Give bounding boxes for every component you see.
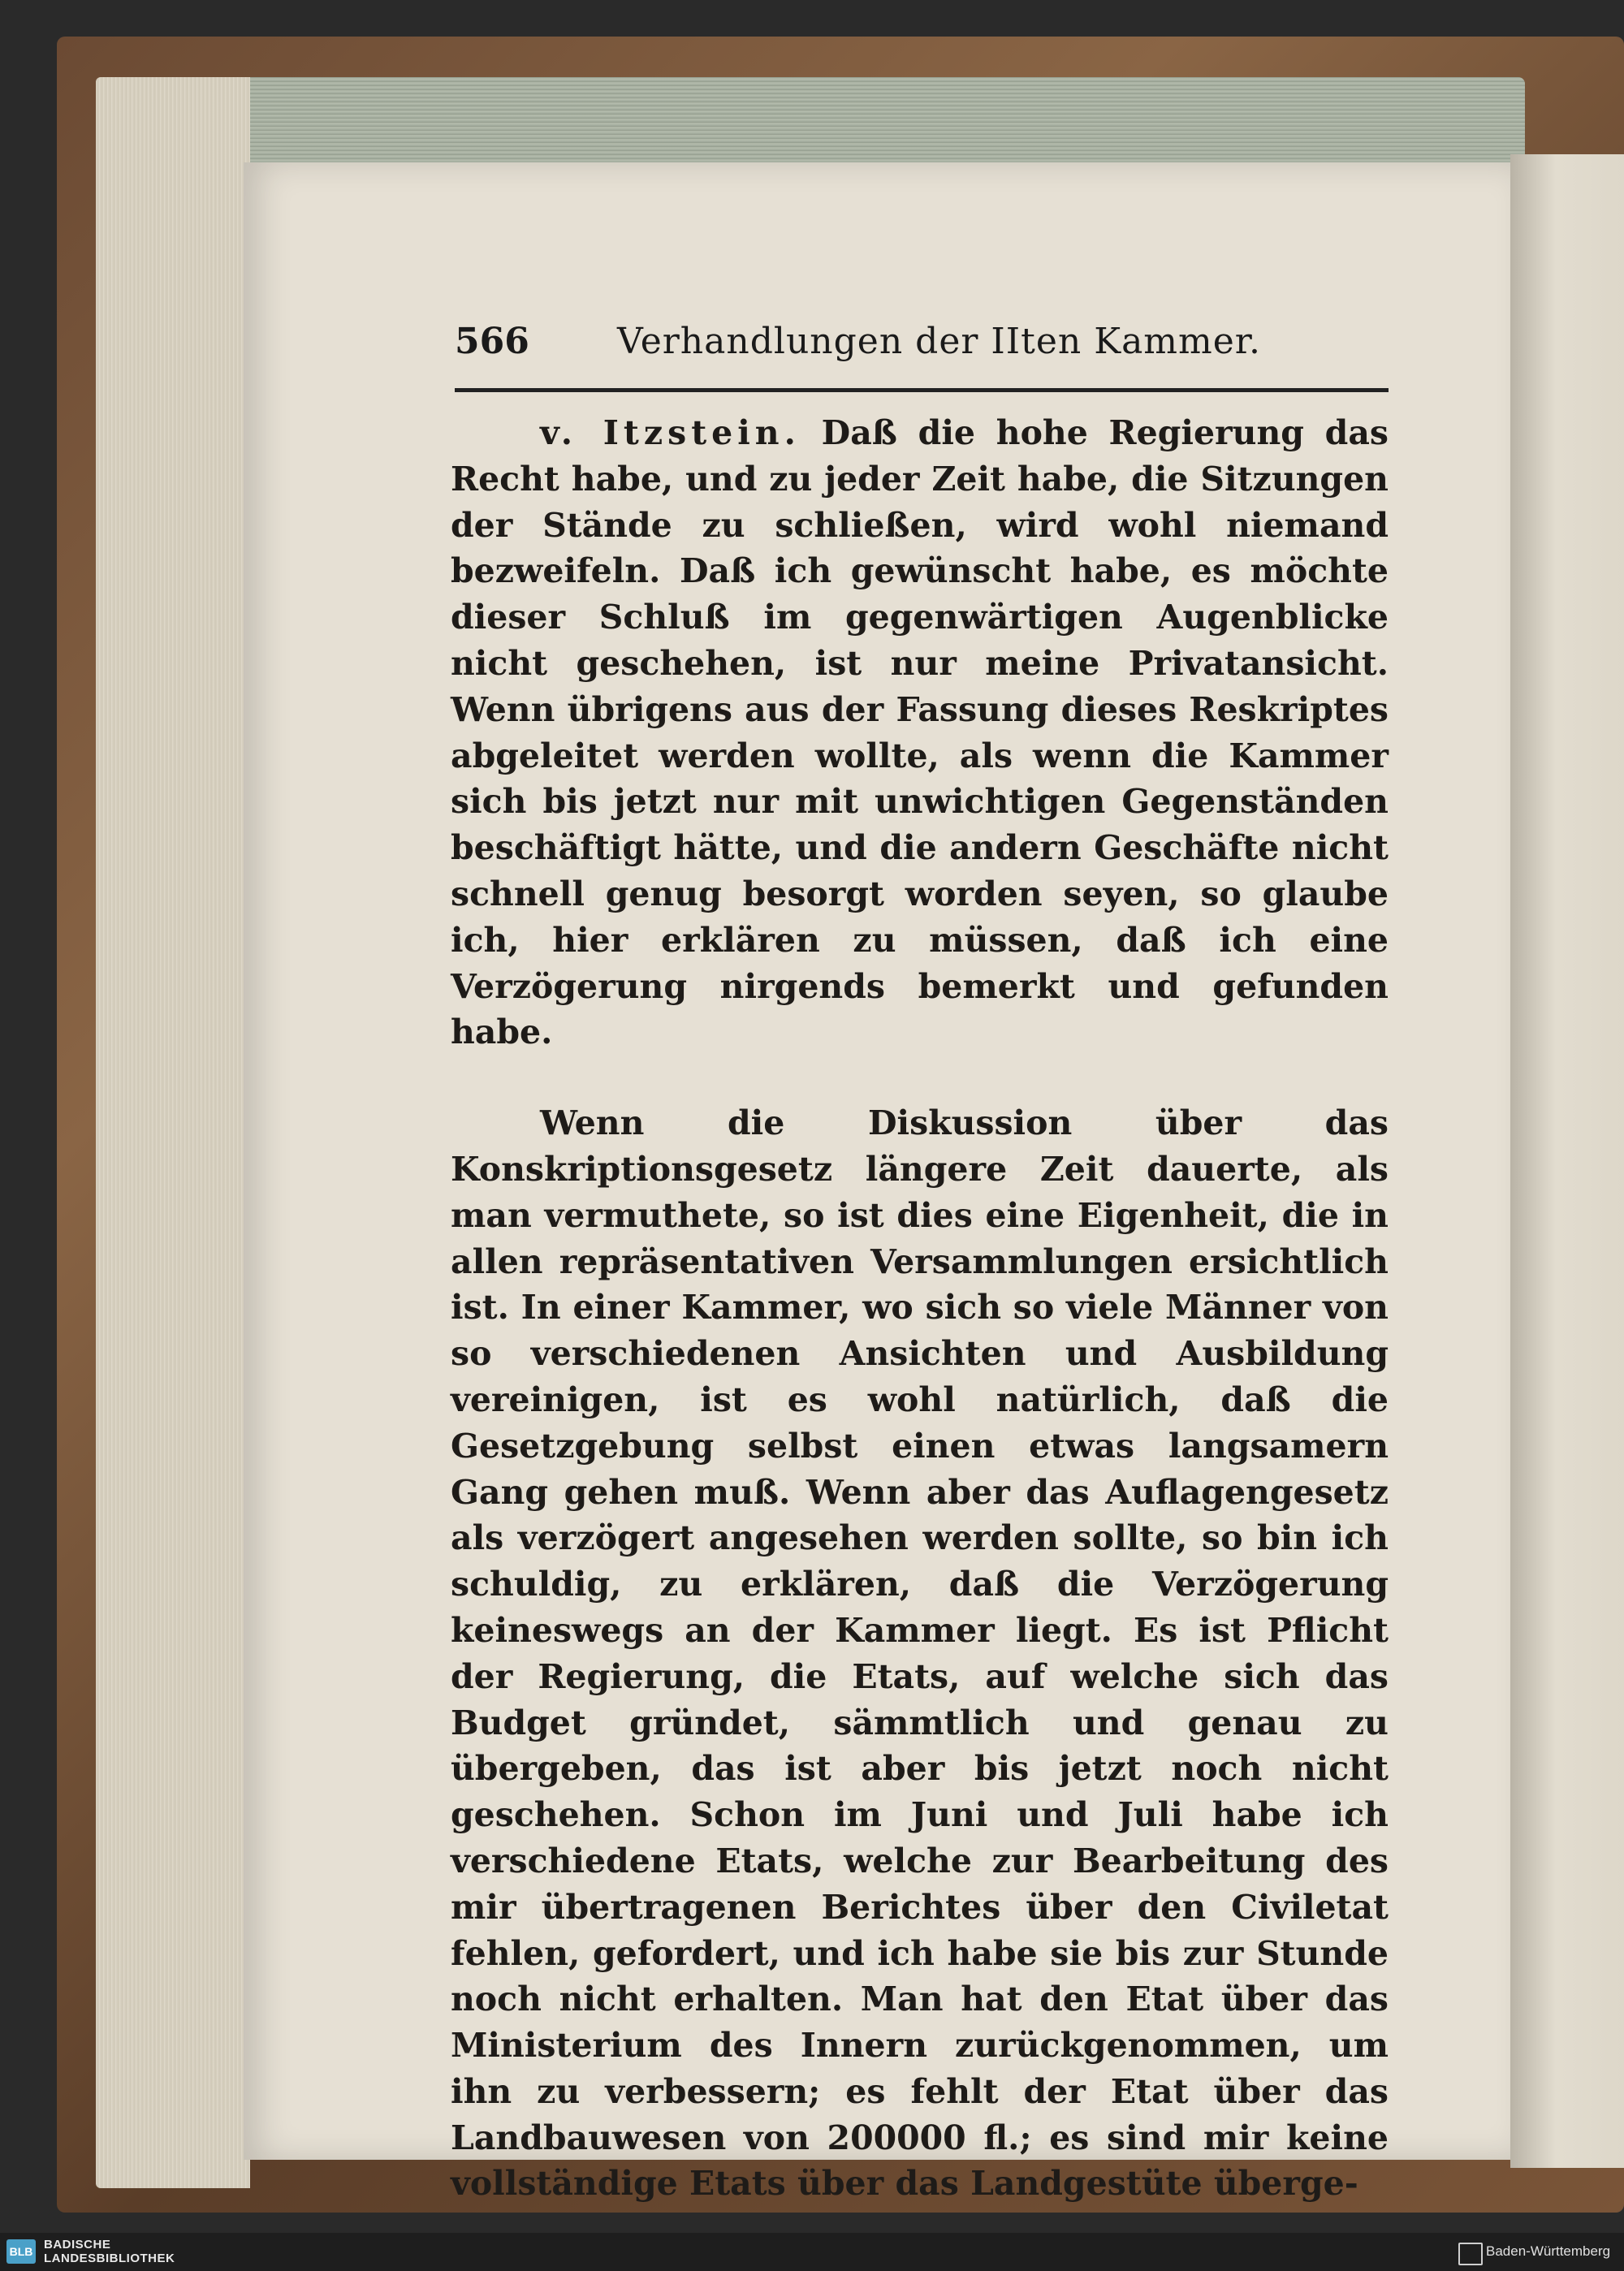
header-rule xyxy=(455,388,1389,392)
running-title: Verhandlungen der IIten Kammer. xyxy=(617,321,1261,362)
page-body xyxy=(451,410,1389,2207)
paragraph-text: Wenn die Diskussion über das Konskriptionsgesetz längere Zeit dauerte, als man vermuthete, so ist dies eine Eigenheit, die in allen repräsentativen Versammlungen ersichtlich ist. In einer Kammer, wo sich so viele Männer von so verschiedenen Ansichten und Ausbildung vereinigen, ist es wohl natürlich, daß die Gesetzgebung selbst einen etwas langsamern Gang gehen muß. Wenn aber das Auflagengesetz als verzögert angesehen werden sollte, so bin ich schuldig, zu erklären, daß die Verzögerung keineswegs an der Kammer liegt. Es ist Pflicht der Regierung, die Etats, auf welche sich das Budget gründet, sämmtlich und genau zu übergeben, das ist aber bis jetzt noch nicht geschehen. Schon im Juni und Juli habe ich verschiedene Etats, welche zur Bearbeitung des mir übertragenen Berichtes über den Civiletat fehlen, gefordert, und ich habe sie bis zur Stunde noch nicht erhalten. Man hat den Etat über das Ministerium des Innern zurückgenommen, um ihn zu verbessern; es fehlt der Etat über das Landbauwesen von 200000 fl.; es sind mir keine vollständige Etats über das Landgestüte überge- xyxy=(451,1103,1389,2204)
library-name-line1: BADISCHE xyxy=(44,2238,111,2252)
page-block-left-edge xyxy=(96,77,250,2188)
paragraph-2 xyxy=(451,1100,1389,2207)
partner-name[interactable]: Baden-Württemberg xyxy=(1486,2243,1611,2259)
state-crest-icon xyxy=(1458,2243,1483,2265)
page-number: 566 xyxy=(455,321,529,362)
paragraph-1 xyxy=(451,410,1389,1056)
paragraph-text: Daß die hohe Regierung das Recht habe, und zu jeder Zeit habe, die Sitzungen der Stände zu schließen, wird wohl niemand bezweifeln. Daß ich gewünscht habe, es möchte dieser Schluß im gegenwärtigen Augenblicke nicht geschehen, ist nur meine Privatansicht. Wenn übrigens aus der Fassung dieses Reskriptes abgeleitet werden wollte, als wenn die Kammer sich bis jetzt nur mit unwichtigen Gegenständen beschäftigt hätte, und die andern Geschäfte nicht schnell genug besorgt worden seyen, so glaube ich, hier erklären zu müssen, daß ich eine Verzögerung nirgends bemerkt und gefunden habe. xyxy=(451,413,1389,1052)
library-name-line2: LANDESBIBLIOTHEK xyxy=(44,2252,175,2265)
blb-logo[interactable]: BLB xyxy=(6,2239,36,2264)
facing-page-edge xyxy=(1510,154,1624,2168)
library-name[interactable] xyxy=(44,2238,255,2265)
running-header xyxy=(455,321,1405,378)
speaker-name: v. Itzstein. xyxy=(540,413,801,452)
page-block-top-edge xyxy=(96,77,1525,166)
viewer-footer xyxy=(0,2233,1624,2271)
